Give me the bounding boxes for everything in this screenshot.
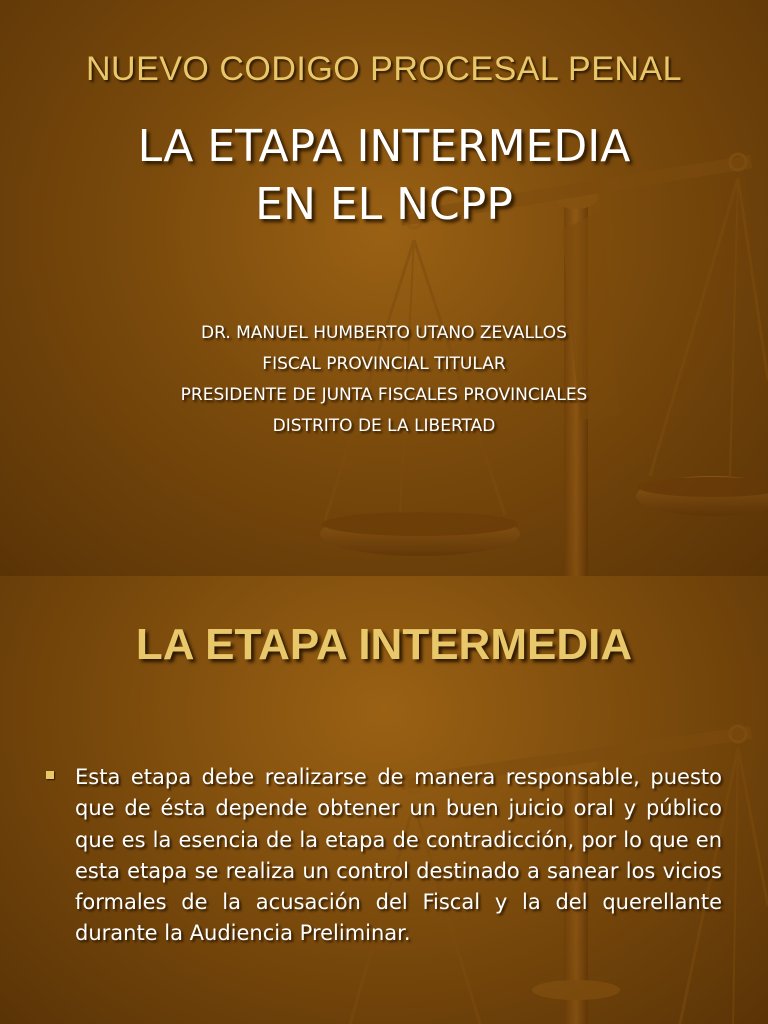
course-kicker: NUEVO CODIGO PROCESAL PENAL <box>85 50 683 88</box>
author-credits <box>0 318 768 442</box>
content-slide <box>0 576 768 1024</box>
section-title: LA ETAPA INTERMEDIA <box>135 620 633 669</box>
title-line: EN EL NCPP <box>255 179 513 230</box>
author-position: FISCAL PROVINCIAL TITULAR <box>262 354 506 374</box>
author-role: PRESIDENTE DE JUNTA FISCALES PROVINCIALES <box>180 385 588 405</box>
author-district: DISTRITO DE LA LIBERTAD <box>272 416 496 436</box>
bullet-text: Esta etapa debe realizarse de manera responsable, puesto que de ésta depende obtener un buen juicio oral y público que es la esencia de la etapa de contradicción, por lo que en esta etapa se realiza un control destinado a sanear los vicios formales de la acusación del Fiscal y la del querellante durante la Audiencia Preliminar. <box>75 765 722 946</box>
author-name: DR. MANUEL HUMBERTO UTANO ZEVALLOS <box>201 323 567 343</box>
title-line: LA ETAPA INTERMEDIA <box>137 121 631 172</box>
presentation-title <box>0 118 768 234</box>
bullet-item <box>46 762 722 950</box>
bullet-square-icon <box>46 771 54 779</box>
